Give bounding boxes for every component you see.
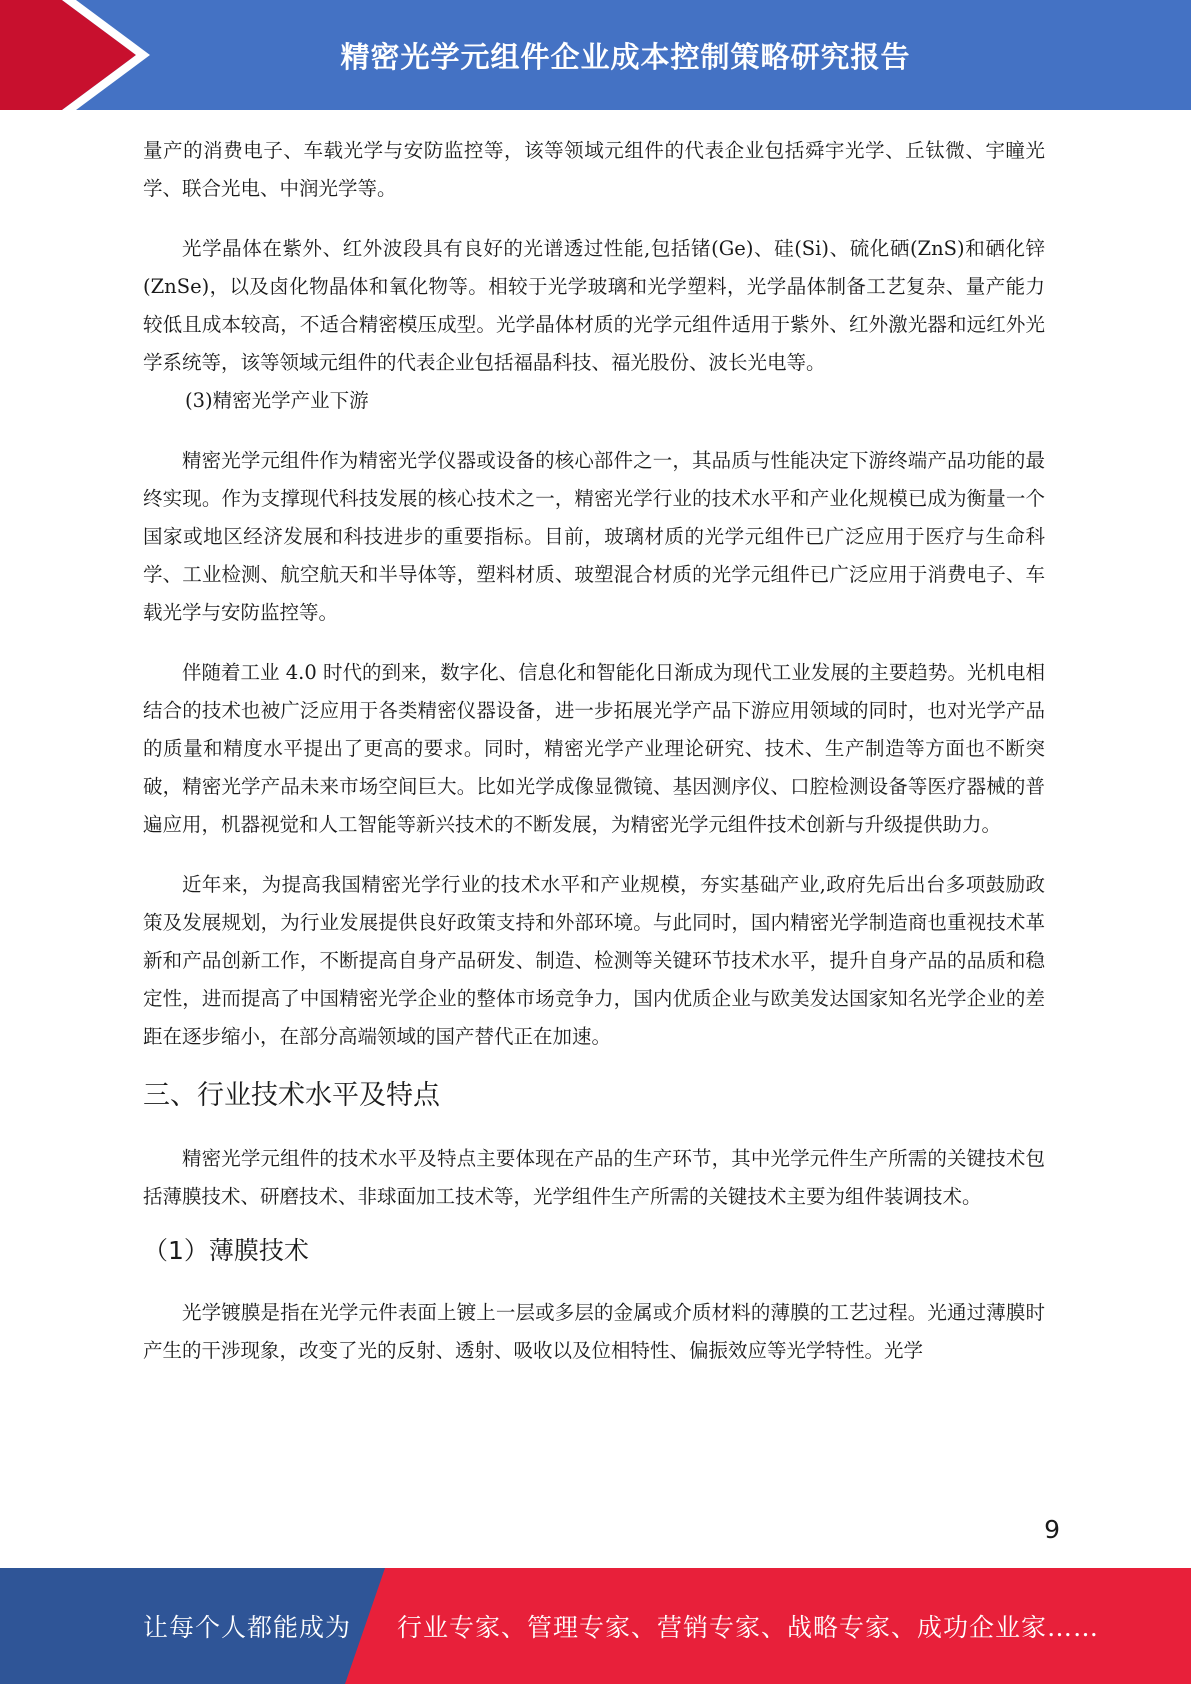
section-heading: 三、行业技术水平及特点 xyxy=(143,1080,440,1111)
header-chevron-decoration xyxy=(0,0,160,110)
paragraph-2: 光学晶体在紫外、红外波段具有良好的光谱透过性能,包括锗(Ge)、硅(Si)、硫化硒(ZnS)和硒化锌(ZnSe)，以及卤化物晶体和氧化物等。相较于光学玻璃和光学塑料，光学晶体制备工艺复杂、量产能力较低且成本较高，不适合精密模压成型。光学晶体材质的光学元组件适用于紫外、红外激光器和远红外光学系统等，该等领域元组件的代表企业包括福晶科技、福光股份、波长光电等。 xyxy=(143,237,1045,374)
paragraph-6: 精密光学元组件的技术水平及特点主要体现在产品的生产环节，其中光学元件生产所需的关键技术包括薄膜技术、研磨技术、非球面加工技术等，光学组件生产所需的关键技术主要为组件装调技术。 xyxy=(143,1147,1045,1208)
paragraph-3: 精密光学元组件作为精密光学仪器或设备的核心部件之一，其品质与性能决定下游终端产品功能的最终实现。作为支撑现代科技发展的核心技术之一，精密光学行业的技术水平和产业化规模已成为衡量一个国家或地区经济发展和科技进步的重要指标。目前，玻璃材质的光学元组件已广泛应用于医疗与生命科学、工业检测、航空航天和半导体等，塑料材质、玻塑混合材质的光学元组件已广泛应用于消费电子、车载光学与安防监控等。 xyxy=(143,449,1045,624)
subsection-heading-thin-film: （1）薄膜技术 xyxy=(143,1236,309,1265)
paragraph-1: 量产的消费电子、车载光学与安防监控等，该等领域元组件的代表企业包括舜宇光学、丘钛微、宇瞳光学、联合光电、中润光学等。 xyxy=(143,139,1045,200)
paragraph-5: 近年来，为提高我国精密光学行业的技术水平和产业规模，夯实基础产业,政府先后出台多项鼓励政策及发展规划，为行业发展提供良好政策支持和外部环境。与此同时，国内精密光学制造商也重视技术革新和产品创新工作，不断提高自身产品研发、制造、检测等关键环节技术水平，提升自身产品的品质和稳定性，进而提高了中国精密光学企业的整体市场竞争力，国内优质企业与欧美发达国家知名光学企业的差距在逐步缩小，在部分高端领域的国产替代正在加速。 xyxy=(143,873,1045,1048)
page-body xyxy=(143,132,1045,1370)
footer-slogan-left: 让每个人都能成为 xyxy=(143,1613,352,1642)
report-title: 精密光学元组件企业成本控制策略研究报告 xyxy=(340,39,911,74)
paragraph-4: 伴随着工业 4.0 时代的到来，数字化、信息化和智能化日渐成为现代工业发展的主要趋势。光机电相结合的技术也被广泛应用于各类精密仪器设备，进一步拓展光学产品下游应用领域的同时，也对光学产品的质量和精度水平提出了更高的要求。同时，精密光学产业理论研究、技术、生产制造等方面也不断突破，精密光学产品未来市场空间巨大。比如光学成像显微镜、基因测序仪、口腔检测设备等医疗器械的普遍应用，机器视觉和人工智能等新兴技术的不断发展，为精密光学元组件技术创新与升级提供助力。 xyxy=(143,661,1045,836)
page-header xyxy=(0,0,1191,110)
footer-slogan-right: 行业专家、管理专家、营销专家、战略专家、成功企业家…… xyxy=(397,1613,1100,1642)
paragraph-7: 光学镀膜是指在光学元件表面上镀上一层或多层的金属或介质材料的薄膜的工艺过程。光通过薄膜时产生的干涉现象，改变了光的反射、透射、吸收以及位相特性、偏振效应等光学特性。光学 xyxy=(143,1301,1045,1362)
page-footer xyxy=(0,1568,1191,1684)
subsection-label-downstream: (3)精密光学产业下游 xyxy=(185,389,369,412)
page-number: 9 xyxy=(1044,1515,1060,1544)
